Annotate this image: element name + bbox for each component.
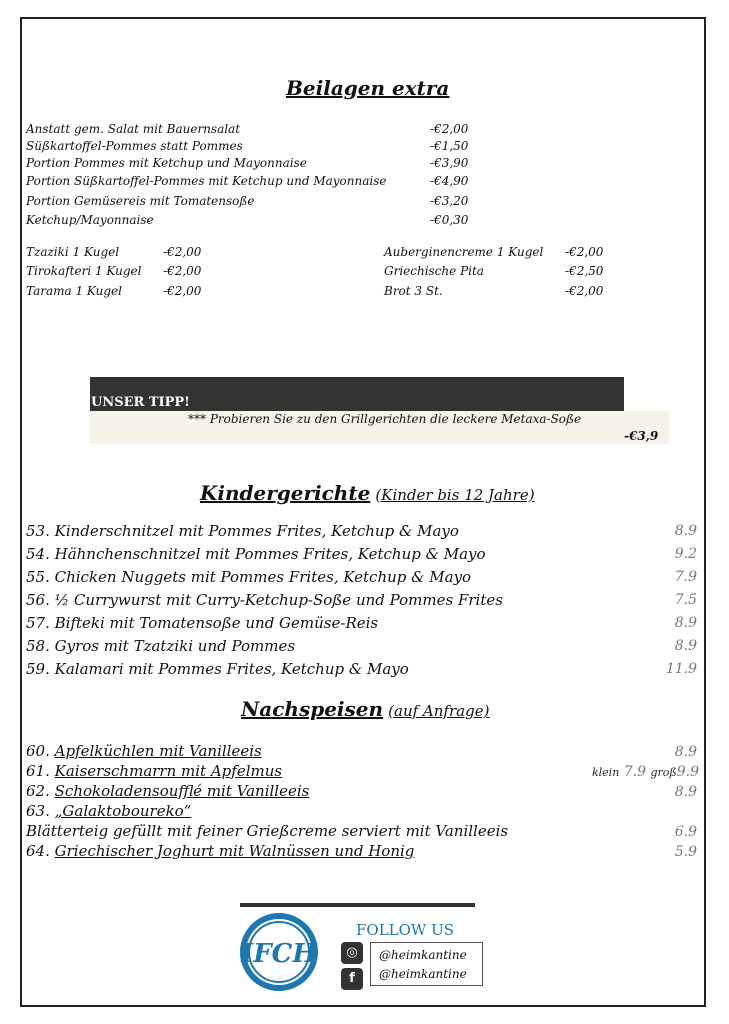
dessert-price: 8.9: [674, 784, 697, 800]
facebook-icon[interactable]: f: [341, 968, 363, 990]
beilage-right-price: -€2,00: [565, 245, 604, 259]
svg-text:IFCH: IFCH: [241, 939, 317, 969]
kinder-price: 7.9: [674, 569, 697, 585]
dessert-item: [26, 822, 508, 840]
kinder-price: 8.9: [674, 523, 697, 539]
beilage-name: Süßkartoffel-Pommes statt Pommes: [26, 139, 243, 153]
dessert-number: 62.: [26, 782, 50, 800]
dessert-item: [26, 742, 262, 760]
gross-price: 9.9: [676, 764, 699, 780]
beilage-name: Portion Süßkartoffel-Pommes mit Ketchup und Mayonnaise: [26, 174, 387, 188]
dessert-name: Schokoladensoufflé mit Vanilleeis: [54, 782, 310, 800]
beilage-price: -€2,00: [430, 122, 469, 136]
beilage-right-name: Brot 3 St.: [384, 284, 443, 298]
kinder-item: 57. Bifteki mit Tomatensoße und Gemüse-Reis: [26, 614, 379, 632]
beilage-right-name: Griechische Pita: [384, 264, 484, 278]
kinder-price: 7.5: [674, 592, 697, 608]
beilage-name: Portion Gemüsereis mit Tomatensoße: [26, 194, 255, 208]
kinder-price: 8.9: [674, 638, 697, 654]
beilage-price: -€3,20: [430, 194, 469, 208]
instagram-icon[interactable]: ◎: [341, 942, 363, 964]
beilage-price: -€4,90: [430, 174, 469, 188]
beilage-right-price: -€2,50: [565, 264, 604, 278]
dessert-number: 64.: [26, 842, 50, 860]
kinder-price: 11.9: [665, 661, 697, 677]
dessert-number: 63.: [26, 802, 50, 820]
social-handles: [370, 942, 483, 986]
nachspeisen-subtitle: (auf Anfrage): [388, 702, 490, 720]
beilage-left-price: -€2,00: [163, 264, 202, 278]
beilage-left-price: -€2,00: [163, 245, 202, 259]
dessert-name: Apfelküchlen mit Vanilleeis: [54, 742, 262, 760]
beilage-price: -€1,50: [430, 139, 469, 153]
dessert-name: Griechischer Joghurt mit Walnüssen und Honig: [54, 842, 415, 860]
beilage-left-price: -€2,00: [163, 284, 202, 298]
dessert-name: Blätterteig gefüllt mit feiner Grießcreme serviert mit Vanilleeis: [26, 822, 509, 840]
dessert-item: [26, 762, 282, 780]
beilage-left-name: Tirokafteri 1 Kugel: [26, 264, 142, 278]
beilage-right-price: -€2,00: [565, 284, 604, 298]
gross-label: groß: [650, 766, 677, 779]
kinder-item: 58. Gyros mit Tzatziki und Pommes: [26, 637, 296, 655]
kinder-item: 55. Chicken Nuggets mit Pommes Frites, Ketchup & Mayo: [26, 568, 472, 586]
kinder-price: 8.9: [674, 615, 697, 631]
kinder-item: 56. ½ Currywurst mit Curry-Ketchup-Soße und Pommes Frites: [26, 591, 503, 609]
beilage-right-name: Auberginencreme 1 Kugel: [384, 245, 544, 259]
nachspeisen-title: Nachspeisen: [241, 697, 384, 721]
follow-us: FOLLOW US: [356, 921, 455, 939]
dessert-number: 61.: [26, 762, 50, 780]
beilage-name: Anstatt gem. Salat mit Bauernsalat: [26, 122, 241, 136]
kinder-price: 9.2: [674, 546, 697, 562]
beilage-price: -€0,30: [430, 213, 469, 227]
kinder-title: Kindergerichte: [200, 481, 371, 505]
beilage-left-name: Tzaziki 1 Kugel: [26, 245, 120, 259]
dessert-price-sizes: [592, 764, 699, 780]
klein-price: 7.9: [623, 764, 646, 780]
dessert-name: Kaiserschmarrn mit Apfelmus: [54, 762, 283, 780]
tipp-text: *** Probieren Sie zu den Grillgerichten die leckere Metaxa-Soße: [188, 412, 582, 426]
kinder-subtitle: (Kinder bis 12 Jahre): [375, 486, 535, 504]
dessert-price: 5.9: [674, 844, 697, 860]
kinder-item: 59. Kalamari mit Pommes Frites, Ketchup & Mayo: [26, 660, 409, 678]
dessert-number: 60.: [26, 742, 50, 760]
dessert-item: [26, 842, 414, 860]
tipp-price: -€3,9: [624, 429, 659, 443]
brush-divider: [240, 903, 475, 907]
dessert-item: [26, 782, 309, 800]
beilage-name: Portion Pommes mit Ketchup und Mayonnaise: [26, 156, 307, 170]
dessert-price: 6.9: [674, 824, 697, 840]
beilagen-title: Beilagen extra: [286, 76, 450, 100]
facebook-handle[interactable]: @heimkantine: [379, 967, 467, 981]
kinder-item: 53. Kinderschnitzel mit Pommes Frites, Ketchup & Mayo: [26, 522, 459, 540]
beilage-left-name: Tarama 1 Kugel: [26, 284, 122, 298]
klein-label: klein: [591, 766, 620, 779]
beilage-price: -€3,90: [430, 156, 469, 170]
dessert-price: 8.9: [674, 744, 697, 760]
instagram-handle[interactable]: @heimkantine: [379, 948, 467, 962]
club-logo: [237, 910, 321, 994]
dessert-name: „Galaktoboureko“: [54, 802, 192, 820]
dessert-item: [26, 802, 191, 820]
tipp-label: UNSER TIPP!: [91, 395, 190, 410]
beilage-name: Ketchup/Mayonnaise: [26, 213, 154, 227]
kinder-item: 54. Hähnchenschnitzel mit Pommes Frites, Ketchup & Mayo: [26, 545, 486, 563]
